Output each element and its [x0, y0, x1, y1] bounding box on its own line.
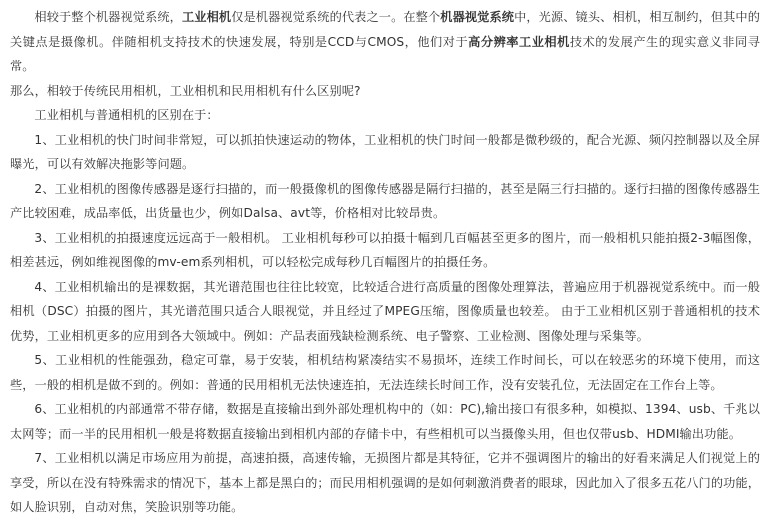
section-heading: 工业相机与普通相机的区别在于：: [34, 108, 219, 122]
keyword-machine-vision-system: 机器视觉系统: [440, 10, 515, 24]
list-item-5: 5、工业相机的性能强劲，稳定可靠，易于安装，相机结构紧凑结实不易损坏，连续工作时间长，可以在较恶劣的环境下使用，而这些，一般的相机是做不到的。例如：普通的民用相机无法快速连拍，无法连续长时间工作，没有安装孔位，无法固定在工作台上等。: [10, 353, 760, 392]
intro-text-4: 技术的发展产生的现实意义非同寻常。: [10, 34, 760, 73]
intro-text-2: 仅是机器视觉系统的代表之一。在整个: [231, 10, 441, 24]
intro-question: 那么，相较于传统民用相机，工业相机和民用相机有什么区别呢?: [10, 83, 361, 98]
intro-paragraph: [10, 5, 760, 79]
intro-text-3: 中，光源、镜头、相机，相互制约，但其中的关键点是摄像机。伴随相机支持技术的快速发展，特别是CCD与CMOS，他们对于: [10, 10, 761, 49]
list-item-7: 7、工业相机以满足市场应用为前提，高速拍摄，高速传输，无损图片都是其特征，它并不强调图片的输出的好看来满足人们视觉上的享受，所以在没有特殊需求的情况下，基本上都是黑白的；而民用相机强调的是如何刺激消费者的眼球，因此加入了很多五花八门的功能，如人脸识别，自动对焦，笑脸识别等功能。: [10, 451, 760, 514]
keyword-industrial-camera: 工业相机: [181, 10, 232, 24]
list-item-3: 3、工业相机的拍摄速度远远高于一般相机。 工业相机每秒可以拍摄十幅到几百幅甚至更多的图片，而一般相机只能拍摄2-3幅图像，相差甚远，例如维视图像的mv-em系列相机，可以轻松完成每秒几百幅图片的拍摄任务。: [10, 230, 760, 269]
list-item-6: 6、工业相机的内部通常不带存储，数据是直接输出到外部处理机构中的（如：PC),输出接口有很多种，如模拟、1394、usb、千兆以太网等；而一半的民用相机一般是将数据直接输出到相机内部的存储卡中，有些相机可以当摄像头用，但也仅带usb、HDMI输出功能。: [10, 402, 760, 441]
list-item-2: 2、工业相机的图像传感器是逐行扫描的，而一般摄像机的图像传感器是隔行扫描的，甚至是隔三行扫描的。逐行扫描的图像传感器生产比较困难，成品率低，出货量也少，例如Dalsa、avt等，价格相对比较昂贵。: [10, 181, 760, 220]
keyword-high-resolution-camera: 高分辨率工业相机: [468, 34, 570, 49]
intro-text-1: 相较于整个机器视觉系统，: [34, 10, 182, 24]
list-item-1: 1、工业相机的快门时间非常短，可以抓拍快速运动的物体，工业相机的快门时间一般都是微秒级的，配合光源、频闪控制器以及全屏曝光，可以有效解决拖影等问题。: [10, 132, 760, 171]
list-item-4: 4、工业相机输出的是裸数据，其光谱范围也往往比较宽，比较适合进行高质量的图像处理算法，普遍应用于机器视觉系统中。而一般相机（DSC）拍摄的图片，其光谱范围只适合人眼视觉，并且经过了MPEG压缩，图像质量也较差。 由于工业相机区别于普通相机的技术优势，工业相机更多的应用到各大领域中。例如：产品表面残缺检测系统、电子警察、工业检测、图像处理与采集等。: [10, 279, 760, 343]
